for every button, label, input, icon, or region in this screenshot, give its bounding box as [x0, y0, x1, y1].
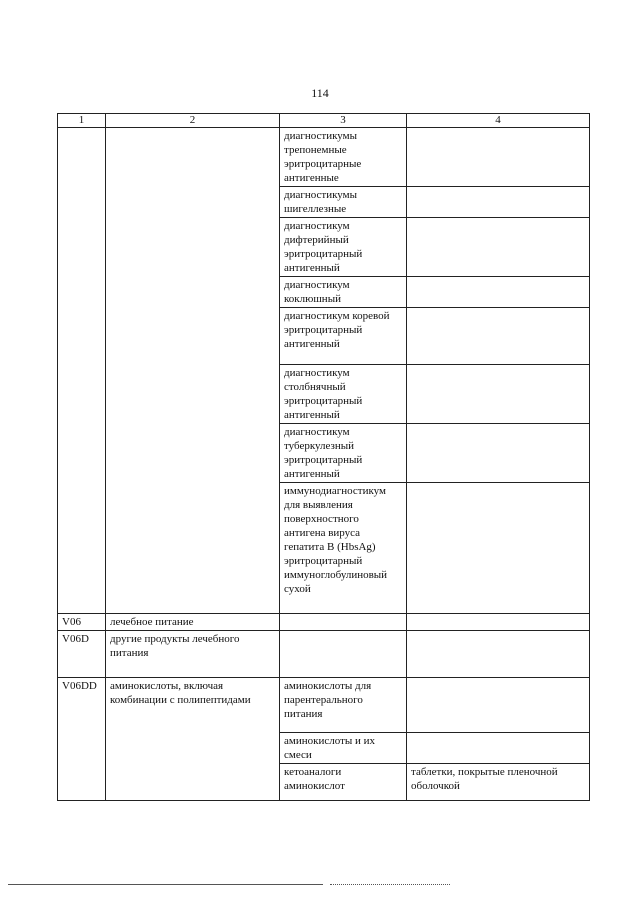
- table-row: [58, 128, 590, 187]
- footer-rule: [8, 884, 323, 885]
- substance-cell: диагностикум дифтерийный эритроцитарный антигенный: [280, 218, 407, 277]
- form-cell: [407, 483, 590, 614]
- group-cell: другие продукты лечебного питания: [106, 631, 280, 678]
- substance-cell: аминокислоты и их смеси: [280, 733, 407, 764]
- group-cell: [106, 128, 280, 614]
- code-cell: V06DD: [58, 678, 106, 801]
- substance-cell: диагностикум столбнячный эритроцитарный антигенный: [280, 365, 407, 424]
- page-number: 114: [311, 86, 329, 100]
- code-cell: V06: [58, 614, 106, 631]
- form-cell: [407, 128, 590, 187]
- group-cell: лечебное питание: [106, 614, 280, 631]
- table-header-row: [58, 114, 590, 128]
- form-cell: [407, 733, 590, 764]
- substance-cell: иммунодиагностикум для выявления поверхностного антигена вируса гепатита В (HbsAg) эритроцитарный иммуноглобулиновый сухой: [280, 483, 407, 614]
- substance-cell: диагностикумы трепонемные эритроцитарные антигенные: [280, 128, 407, 187]
- form-cell: [407, 218, 590, 277]
- table-row: [58, 614, 590, 631]
- substance-cell: [280, 614, 407, 631]
- header-col-4: 4: [407, 114, 590, 128]
- substance-cell: кетоаналоги аминокислот: [280, 764, 407, 801]
- form-cell: таблетки, покрытые пленочной оболочкой: [407, 764, 590, 801]
- code-cell: V06D: [58, 631, 106, 678]
- form-cell: [407, 614, 590, 631]
- code-cell: [58, 128, 106, 614]
- form-cell: [407, 678, 590, 733]
- form-cell: [407, 187, 590, 218]
- header-col-2: 2: [106, 114, 280, 128]
- header-col-3: 3: [280, 114, 407, 128]
- substance-cell: аминокислоты для парентерального питания: [280, 678, 407, 733]
- substance-cell: диагностикум коревой эритроцитарный антигенный: [280, 308, 407, 365]
- footer-rule-dotted: [330, 884, 450, 885]
- substance-cell: [280, 631, 407, 678]
- group-cell: аминокислоты, включая комбинации с полипептидами: [106, 678, 280, 801]
- header-col-1: 1: [58, 114, 106, 128]
- substance-cell: диагностикумы шигеллезные: [280, 187, 407, 218]
- form-cell: [407, 365, 590, 424]
- form-cell: [407, 277, 590, 308]
- substance-cell: диагностикум коклюшный: [280, 277, 407, 308]
- form-cell: [407, 631, 590, 678]
- table-row: [58, 678, 590, 733]
- drug-table: [57, 113, 590, 801]
- form-cell: [407, 308, 590, 365]
- form-cell: [407, 424, 590, 483]
- table-row: [58, 631, 590, 678]
- substance-cell: диагностикум туберкулезный эритроцитарный антигенный: [280, 424, 407, 483]
